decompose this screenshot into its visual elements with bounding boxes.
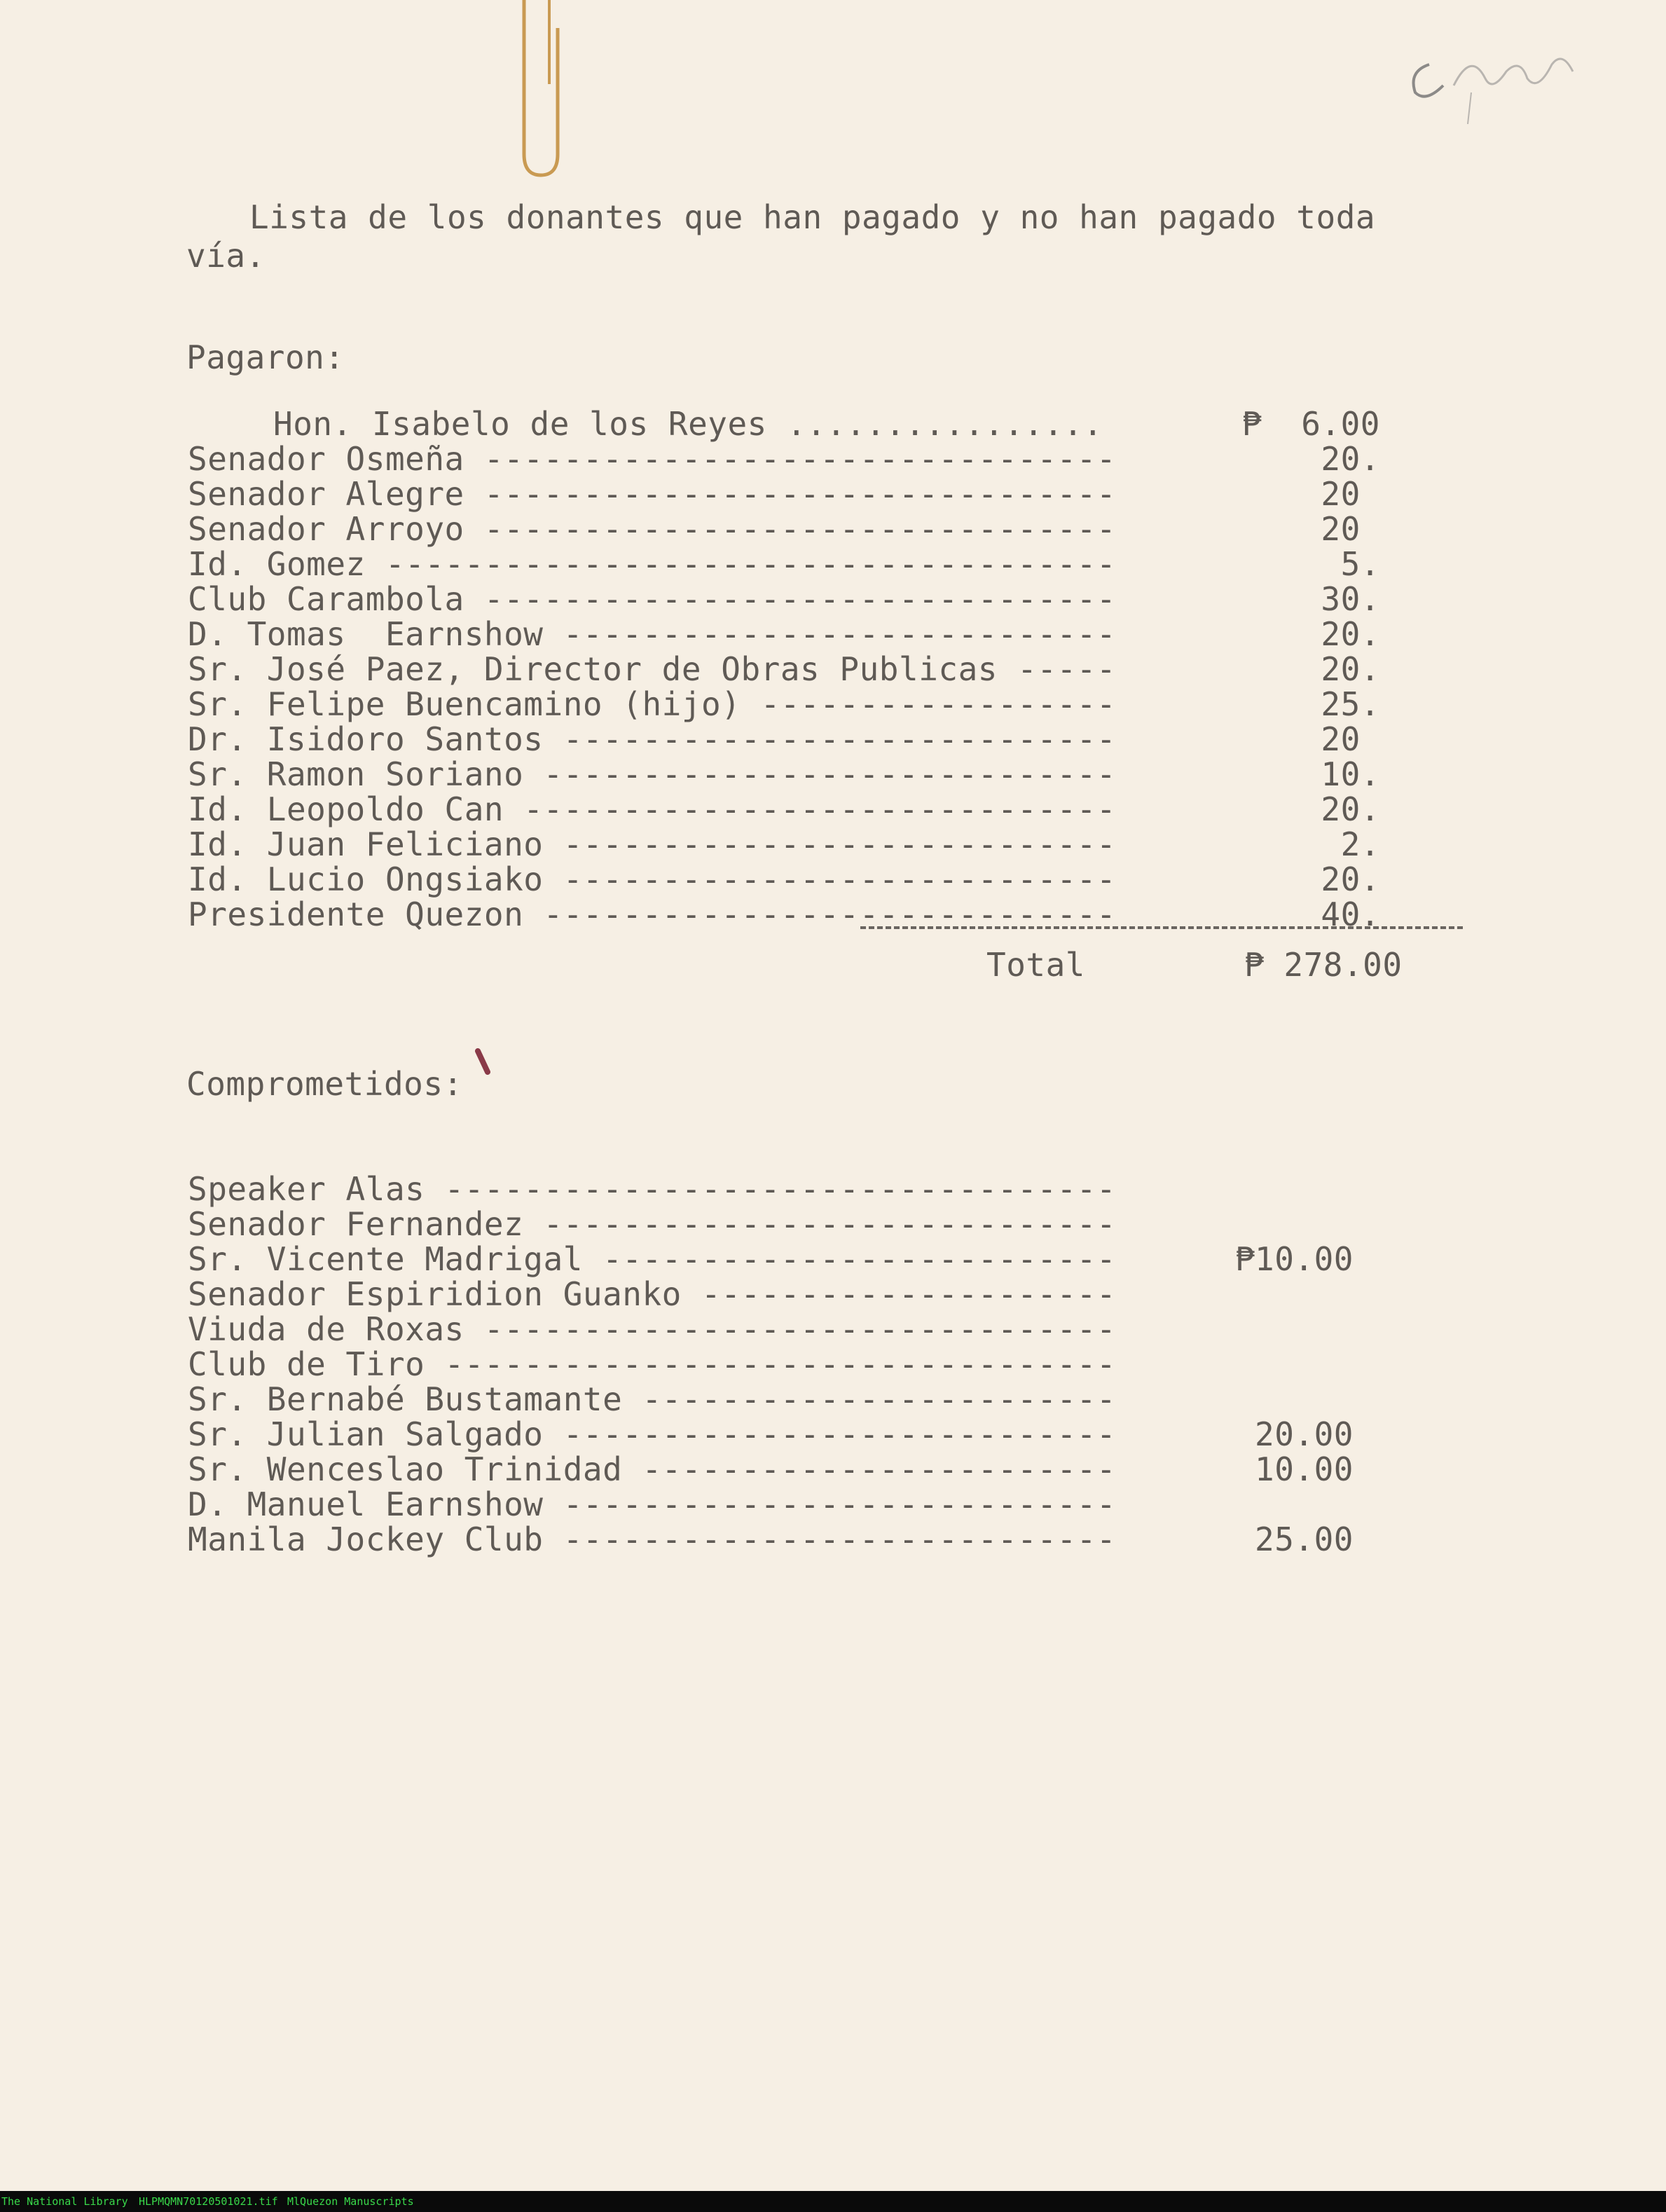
total-amount: ₱ 278.00: [1244, 946, 1403, 984]
donor-name: Manila Jockey Club ----------------------------: [188, 1520, 1117, 1558]
donor-amount: 2.: [1340, 825, 1380, 863]
donor-amount: 30.: [1321, 580, 1380, 618]
donor-name: Sr. Julian Salgado ----------------------------: [188, 1415, 1117, 1453]
list-item: [0, 476, 1666, 511]
donor-amount: 25.00: [1255, 1520, 1354, 1558]
donor-name: Viuda de Roxas --------------------------------: [188, 1310, 1117, 1348]
donor-amount: 20: [1321, 720, 1380, 758]
donor-amount: 20.: [1321, 650, 1380, 688]
donor-name: Sr. Felipe Buencamino (hijo) ------------------: [188, 685, 1117, 723]
donor-name: Hon. Isabelo de los Reyes ................: [273, 405, 1103, 443]
paid-section-label: Pagaron:: [186, 338, 345, 376]
list-item: [0, 511, 1666, 547]
pencil-annotation: [1387, 36, 1583, 128]
donor-amount: ₱10.00: [1234, 1240, 1354, 1278]
list-item: [0, 827, 1666, 862]
donor-name: Senador Osmeña --------------------------------: [188, 440, 1117, 478]
heading-line-2: vía.: [186, 237, 266, 275]
donor-name: D. Manuel Earnshow ----------------------------: [188, 1485, 1117, 1523]
donor-name: Sr. Wenceslao Trinidad ------------------------: [188, 1450, 1117, 1488]
ink-mark: [475, 1048, 492, 1076]
donor-amount: 20.: [1321, 860, 1380, 898]
total-label: Total: [986, 946, 1085, 984]
donor-name: Presidente Quezon -----------------------------: [188, 895, 1117, 933]
list-item: [0, 1382, 1666, 1417]
donor-name: Senador Fernandez -----------------------------: [188, 1205, 1117, 1243]
list-item: [0, 1242, 1666, 1277]
list-item: [0, 757, 1666, 792]
donor-amount: 25.: [1321, 685, 1380, 723]
donor-name: Id. Gomez -------------------------------------: [188, 545, 1117, 583]
donor-amount: 20: [1321, 475, 1380, 513]
scan-footer-bar: [0, 2191, 1666, 2212]
donor-name: Senador Alegre --------------------------------: [188, 475, 1117, 513]
donor-amount: 5.: [1340, 545, 1380, 583]
donor-amount: ₱ 6.00: [1241, 405, 1380, 443]
donor-name: Sr. Vicente Madrigal --------------------------: [188, 1240, 1117, 1278]
donor-name: Sr. Ramon Soriano -----------------------------: [188, 755, 1117, 793]
donor-name: Senador Arroyo --------------------------------: [188, 510, 1117, 548]
list-item: [0, 1312, 1666, 1347]
footer-library: The National Library: [1, 2195, 128, 2208]
list-item: [0, 1172, 1666, 1207]
list-item: [0, 792, 1666, 827]
list-item: [0, 582, 1666, 617]
list-item: [0, 441, 1666, 476]
donor-name: Id. Lucio Ongsiako ----------------------------: [188, 860, 1117, 898]
donor-amount: 20.: [1321, 790, 1380, 828]
list-item: [0, 1487, 1666, 1522]
list-item: [0, 1417, 1666, 1452]
heading-line-1: Lista de los donantes que han pagado y no han pagado toda: [249, 198, 1376, 236]
donor-amount: 20.: [1321, 615, 1380, 653]
donor-name: Sr. José Paez, Director de Obras Publicas -----: [188, 650, 1117, 688]
paper-clip-icon: [521, 0, 560, 179]
donor-name: Speaker Alas ----------------------------------: [188, 1170, 1117, 1208]
list-item: [0, 547, 1666, 582]
donor-amount: 20.: [1321, 440, 1380, 478]
donor-amount: 20.00: [1255, 1415, 1354, 1453]
list-item: [0, 687, 1666, 722]
list-item: [0, 617, 1666, 652]
footer-file: HLPMQMN70120501021.tif: [139, 2195, 278, 2208]
list-item: [0, 652, 1666, 687]
donor-amount: 10.00: [1255, 1450, 1354, 1488]
list-item: [0, 1452, 1666, 1487]
donor-name: Senador Espiridion Guanko ---------------------: [188, 1275, 1117, 1313]
donor-name: Id. Juan Feliciano ----------------------------: [188, 825, 1117, 863]
list-item: [0, 1522, 1666, 1557]
donor-amount: 10.: [1321, 755, 1380, 793]
total-rule: [860, 926, 1463, 933]
list-item: [0, 722, 1666, 757]
pledged-section-label: Comprometidos:: [186, 1065, 463, 1103]
list-item: [0, 1207, 1666, 1242]
list-item: [0, 406, 1666, 441]
donor-name: Sr. Bernabé Bustamante ------------------------: [188, 1380, 1117, 1418]
list-item: [0, 862, 1666, 897]
list-item: [0, 1277, 1666, 1312]
donor-name: Club Carambola --------------------------------: [188, 580, 1117, 618]
footer-collection: MlQuezon Manuscripts: [287, 2195, 414, 2208]
donor-name: Id. Leopoldo Can ------------------------------: [188, 790, 1117, 828]
list-item: [0, 1347, 1666, 1382]
donor-name: D. Tomas Earnshow ----------------------------: [188, 615, 1117, 653]
donor-name: Club de Tiro ----------------------------------: [188, 1345, 1117, 1383]
donor-amount: 20: [1321, 510, 1380, 548]
donor-amount: 40.: [1321, 895, 1380, 933]
donor-name: Dr. Isidoro Santos ----------------------------: [188, 720, 1117, 758]
